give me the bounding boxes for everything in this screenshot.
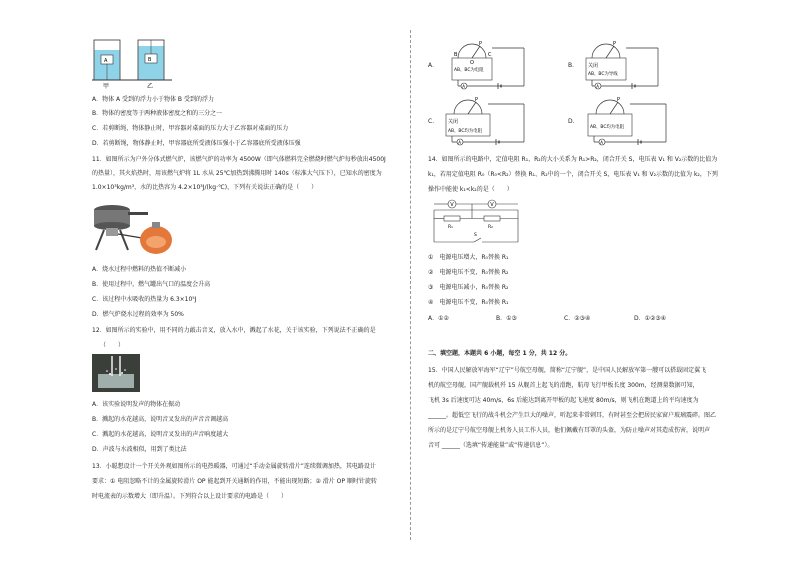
container-yi-label: 乙 (147, 83, 154, 90)
q14-statement-4: ④ 电源电压不变，R₀替换 R₁ (428, 299, 509, 306)
q11-option-a: A．烧水过程中燃料的热值不断减小 (92, 266, 187, 273)
containers-figure (92, 36, 172, 91)
circuit-d-p: P (617, 97, 621, 103)
q14-r1: R₁ (448, 225, 453, 230)
q14-statement-1: ① 电源电压增大，R₀替换 R₁ (428, 254, 509, 261)
object-b-label: B (148, 57, 152, 63)
q14-line-3: 操作中能使 k₁<k₂的是（ ） (428, 186, 513, 193)
q15-line-1: 15．中国人民解放军海军“辽宁”号航空母舰，简称“辽宁舰”，是中国人民解放军第一艘可以搭载固定翼飞 (428, 367, 707, 374)
gas-stove-figure (90, 200, 180, 258)
q14-option-a: A．①② (428, 315, 449, 322)
circuit-a-letter: A． (428, 62, 439, 69)
q13-line-2: 要求：① 电阻忽略不计的金属旋转滑片 OP 能起到开关通断的作用，不能出现短路；② 滑片 OP 顺时针旋转 (92, 478, 377, 485)
q11-option-b: B．使用过程中，燃气罐出气口的温度会升高 (92, 281, 211, 288)
q10-option-d: D．若剪断绳，物体静止时，甲容器底所受液体压强小于乙容器底所受液体压强 (92, 140, 301, 147)
circuit-c-figure (440, 92, 530, 148)
q10-option-a: A．物体 A 受到的浮力小于物体 B 受到的浮力 (92, 96, 214, 103)
q13-line-1: 13．小聪想设计一个开关外观如图所示的电热暖器，可通过“手动金属旋转滑片”连续微调加热，其电路设计 (92, 463, 376, 470)
container-jia-label: 甲 (103, 83, 110, 90)
q14-s: S (474, 233, 477, 238)
q14-line-1: 14．如图所示的电路中，定值电阻 R₁、R₂的大小关系为 R₁>R₂，闭合开关 S，电压表 V₁ 和 V₂示数的比值为 (428, 156, 718, 163)
q14-v1: V (450, 202, 454, 208)
q12-option-d: D．声波与水波相似，用到了类比法 (92, 446, 187, 453)
left-column (82, 0, 407, 562)
q15-line-5: 所示的是辽宁号航空母舰上机务人员工作人员，他们佩戴有耳罩的头盔，为防止噪声对其造成伤害，说明声 (428, 427, 711, 434)
q11-line-1: 11．如图所示为户外分体式燃气炉，该燃气炉的功率为 4500W（即气体燃料完全燃烧时燃气炉每秒放出4500J (92, 156, 386, 163)
circuit-a-p: P (479, 41, 483, 47)
q12-line-1: 12．如图所示的实验中，用不同的力敲击音叉，放入水中，溅起了水花，关于该实验，下列说法不正确的是 (92, 327, 376, 334)
q12-option-c: C．溅起的水花越高，说明音叉发出的声音响度越大 (92, 431, 229, 438)
q11-option-c: C．该过程中水吸收的热量为 6.3×10⁵J (92, 296, 197, 303)
object-a-label: A (104, 58, 108, 64)
q12-line-2: （ ） (100, 342, 125, 349)
circuit-b-figure (582, 38, 662, 90)
q10-option-b: B．物体的密度等于两种液体密度之和的三分之一 (92, 110, 223, 117)
q10-option-c: C．若剪断绳，物体静止时，甲容器对桌面的压力大于乙容器对桌面的压力 (92, 125, 289, 132)
circuit-a-b: B (454, 52, 458, 58)
q14-r2: R₂ (488, 225, 493, 230)
circuit-a-figure (448, 38, 528, 90)
circuit-c-note: AB、BC均为电阻 (448, 129, 482, 134)
q14-circuit-figure (430, 196, 522, 248)
circuit-c-p: P (475, 97, 479, 103)
q14-statement-2: ② 电源电压不变，R₀替换 R₂ (428, 269, 509, 276)
circuit-d-figure (582, 92, 672, 148)
q15-line-4: ______。超低空飞行的战斗机会产生巨大的噪声，听起来非常刺耳，有时甚至会把居民家窗户玻璃震碎。图乙 (428, 412, 717, 419)
tuning-fork-figure (92, 354, 140, 392)
right-column (420, 0, 740, 562)
q14-line-2: k₁，若用定值电阻 R₀（R₀<R₂）替换 R₁、R₂中的一个，闭合开关 S，电压表 V₁ 和 V₂示数的比值为 k₂，下列 (428, 171, 718, 178)
circuit-a-o: O (470, 60, 474, 66)
circuit-a-note: AB、BC为电阻 (454, 68, 484, 73)
q12-option-b: B．溅起的水花越高，说明音叉发出的声音音调越高 (92, 416, 229, 423)
circuit-b-ammeter: A (596, 83, 600, 89)
q14-v2: V (490, 202, 494, 208)
q14-option-d: D．①②③④ (634, 315, 667, 322)
q11-option-d: D．燃气炉烧水过程的效率为 50% (92, 311, 184, 318)
q15-line-2: 机的航空母舰，国产舰载机歼 15 从舰首上起飞的滑跑，航母飞行甲板长度 300m，经测量数据可知， (428, 382, 699, 389)
q15-line-6: 音可 ______（选填“传递能量”或“传递信息”）。 (428, 442, 554, 449)
circuit-a-ammeter: A (462, 83, 466, 89)
circuit-c-ammeter: A (458, 139, 462, 145)
section2-title: 二、填空题，本题共 6 小题，每空 1 分，共 12 分。 (428, 350, 572, 357)
circuit-b-note: AB、BC为导线 (588, 72, 618, 77)
circuit-d-letter: D． (568, 118, 579, 125)
circuit-b-letter: B． (568, 62, 579, 69)
q12-option-a: A．该实验说明发声的物体在振动 (92, 401, 181, 408)
circuit-d-note: AB、BC均为电阻 (590, 125, 624, 130)
q11-line-2: 的热量），其火焰热时，用该燃气炉将 1L 水从 25℃加热到沸腾用时 140s（标准大气压下），已知水的密度为 (92, 170, 382, 177)
circuit-a-c: C (488, 52, 492, 58)
circuit-c-off: 关闭 (448, 119, 459, 125)
circuit-b-p: P (613, 41, 617, 47)
q11-line-3: 1.0×10³kg/m³，水的比热容为 4.2×10³J/(kg·℃)，下列有关说法正确的是（ ） (92, 184, 318, 191)
q13-line-3: 时电流表的示数增大（即升温）。下列符合以上设计要求的电路是（ ） (92, 493, 288, 500)
q15-line-3: 飞机 3s 后速度可达 40m/s，6s 后能达到离开甲板的起飞速度 80m/s，则飞机在跑道上的平均速度为 (428, 397, 699, 404)
circuit-c-letter: C． (428, 118, 439, 125)
q14-option-b: B．①③ (496, 315, 517, 322)
q14-option-c: C．②③④ (564, 315, 591, 322)
circuit-b-off: 关闭 (588, 63, 599, 69)
q14-statement-3: ③ 电源电压减小，R₀替换 R₂ (428, 284, 509, 291)
column-divider (410, 30, 411, 540)
circuit-d-ammeter: A (600, 139, 604, 145)
